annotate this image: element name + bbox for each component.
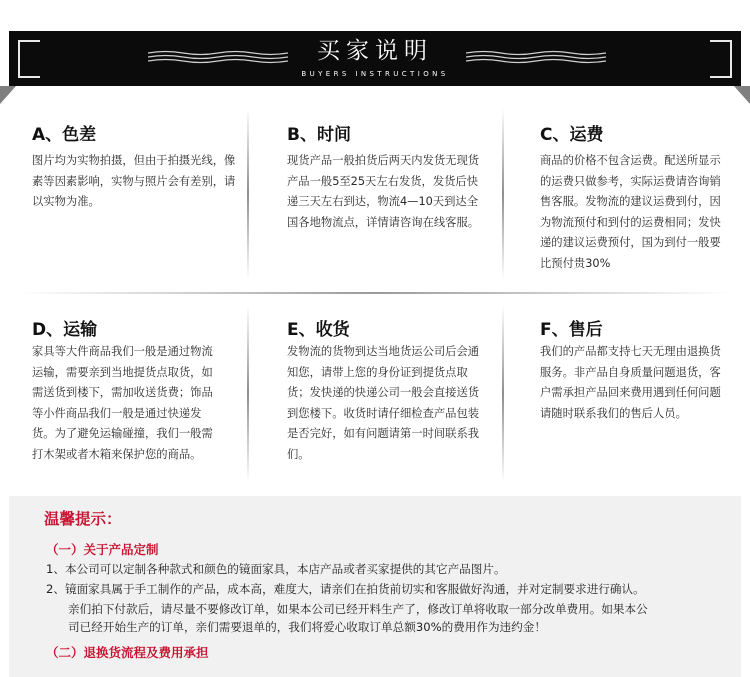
row-divider — [20, 292, 730, 294]
section-shipping-fee — [540, 123, 732, 274]
banner-fold-right — [734, 86, 750, 104]
section-title: F、售后 — [540, 320, 603, 340]
section-body: 我们的产品都支持七天无理由退换货服务。非产品自身质量问题退货，客户需承担产品回来费用遇到任何问题请随时联系我们的售后人员。 — [540, 345, 721, 420]
section-color-difference — [32, 123, 242, 213]
section-transport — [32, 318, 220, 465]
notice-line: 1、本公司可以定制各种款式和颜色的镜面家具，本店产品或者买家提供的其它产品图片。 — [46, 562, 506, 576]
corner-bracket-icon — [18, 40, 40, 60]
notice-title: 温馨提示： — [44, 510, 122, 528]
banner-fold-left — [0, 86, 16, 104]
notice-section-heading: （二）退换货流程及费用承担 — [46, 645, 209, 660]
corner-bracket-icon — [710, 40, 732, 60]
section-body: 家具等大件商品我们一般是通过物流运输，需要亲到当地提货点取货，如需送货到楼下，需加收送货费；饰品等小件商品我们一般是通过快递发货。为了避免运输碰撞，我们一般需打木架或者木箱来保护您的商品。 — [32, 345, 213, 461]
section-title: D、运输 — [32, 320, 98, 340]
wave-lines-icon — [148, 49, 288, 65]
corner-bracket-icon — [18, 58, 40, 78]
section-body: 现货产品一般拍货后两天内发货无现货产品一般5至25天左右发货，发货后快递三天左右到达，物流4—10天到达全国各地物流点，详情请咨询在线客服。 — [287, 154, 480, 229]
notice-line: 亲们拍下付款后，请尽量不要修改订单，如果本公司已经开料生产了，修改订单将收取一部分改单费用。如果本公 — [68, 602, 648, 616]
section-receiving — [287, 318, 487, 465]
wave-lines-icon — [466, 49, 606, 65]
notice-line: 司已经开始生产的订单，亲们需要退单的，我们将爱心收取订单总额30%的费用作为违约金！ — [68, 620, 546, 634]
column-divider — [502, 305, 504, 483]
section-body: 发物流的货物到达当地货运公司后会通知您，请带上您的身份证到提货点取货；发快递的快递公司一般会直接送货到您楼下。收货时请仔细检查产品包装是否完好，如有问题请第一时间联系我们。 — [287, 345, 480, 461]
section-title: E、收货 — [287, 320, 350, 340]
section-body: 商品的价格不包含运费。配送所显示的运费只做参考，实际运费请咨询销售客服。发物流的建议运费到付，因为物流预付和到付的运费相同；发快递的建议运费预付，国为到付一般要比预付贵30% — [540, 154, 721, 270]
column-divider — [247, 108, 249, 280]
column-divider — [247, 305, 249, 483]
section-body: 图片均为实物拍摄，但由于拍摄光线，像素等因素影响，实物与照片会有差别，请以实物为准。 — [32, 154, 236, 208]
section-after-sales — [540, 318, 732, 424]
corner-bracket-icon — [710, 58, 732, 78]
section-title: B、时间 — [287, 125, 351, 145]
page-title: 买家说明 — [317, 38, 433, 64]
section-title: C、运费 — [540, 125, 604, 145]
column-divider — [502, 108, 504, 280]
notice-line: 2、镜面家具属于手工制作的产品，成本高，难度大，请亲们在拍货前切实和客服做好沟通，并对定制要求进行确认。 — [46, 582, 645, 596]
section-title: A、色差 — [32, 125, 97, 145]
page-subtitle: BUYERS INSTRUCTIONS — [301, 70, 449, 78]
notice-section-heading: （一）关于产品定制 — [46, 542, 159, 557]
section-time — [287, 123, 487, 233]
